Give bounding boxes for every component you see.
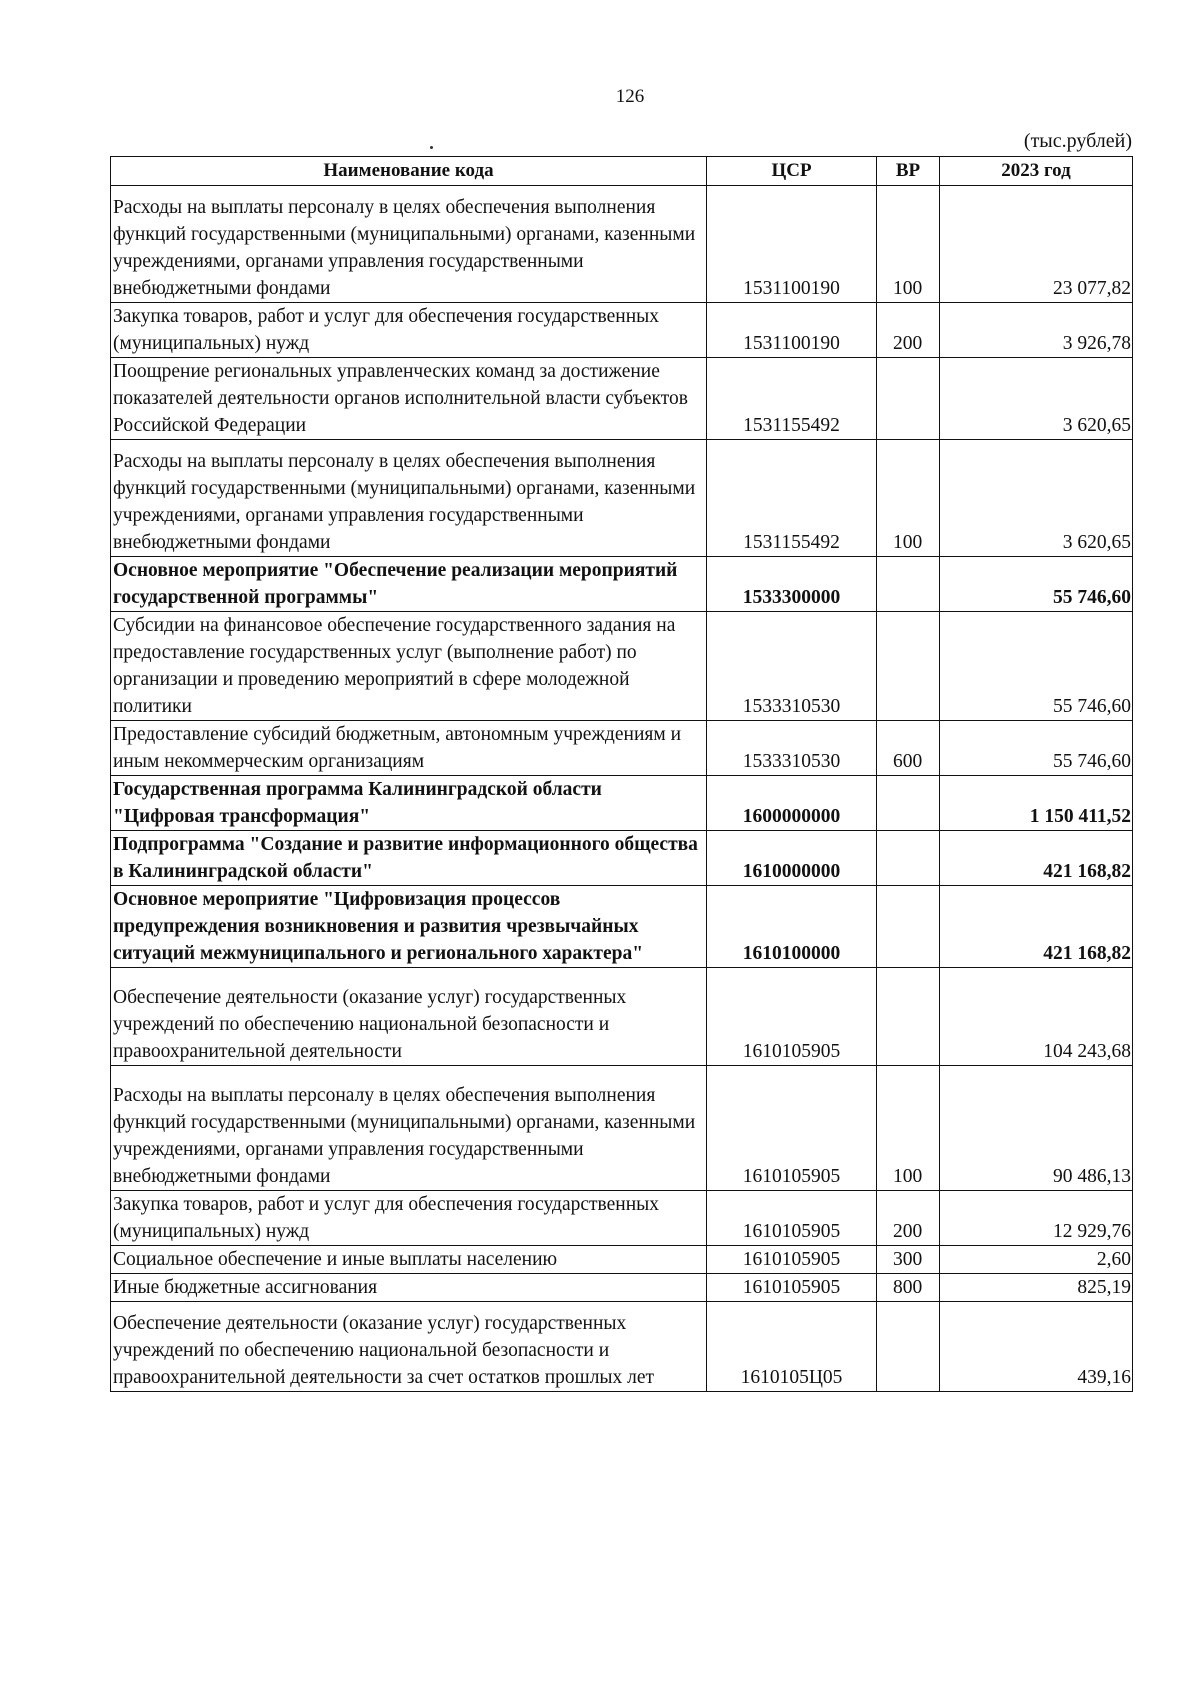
row-csr: 1610105905 (707, 1066, 877, 1191)
table-row (111, 1246, 1133, 1274)
header-name: Наименование кода (111, 157, 707, 186)
table-row (111, 358, 1133, 440)
table-row (111, 1191, 1133, 1246)
row-csr: 1610000000 (707, 831, 877, 886)
row-csr: 1610105905 (707, 968, 877, 1066)
table-row (111, 1274, 1133, 1302)
row-name: Обеспечение деятельности (оказание услуг) государственных учреждений по обеспечению национальной безопасности и правоохранительной деятельности (111, 968, 707, 1066)
row-csr: 1531100190 (707, 186, 877, 303)
row-csr: 1533310530 (707, 612, 877, 721)
row-amount: 825,19 (940, 1274, 1133, 1302)
row-name: Подпрограмма "Создание и развитие информационного общества в Калининградской области" (111, 831, 707, 886)
row-amount: 1 150 411,52 (940, 776, 1133, 831)
row-vr (877, 358, 940, 440)
row-amount: 421 168,82 (940, 886, 1133, 968)
row-name: Субсидии на финансовое обеспечение государственного задания на предоставление государственных услуг (выполнение работ) по организации и проведению мероприятий в сфере молодежной политики (111, 612, 707, 721)
row-amount: 439,16 (940, 1302, 1133, 1392)
scan-dot (430, 146, 433, 149)
table-header-row (111, 157, 1133, 186)
row-name: Основное мероприятие "Цифровизация процессов предупреждения возникновения и развития чрезвычайных ситуаций межмуниципального и регионального характера" (111, 886, 707, 968)
row-csr: 1600000000 (707, 776, 877, 831)
row-vr: 100 (877, 440, 940, 557)
table-row (111, 776, 1133, 831)
row-vr (877, 612, 940, 721)
row-amount: 3 926,78 (940, 303, 1133, 358)
row-csr: 1531155492 (707, 358, 877, 440)
row-csr: 1610105905 (707, 1246, 877, 1274)
row-amount: 2,60 (940, 1246, 1133, 1274)
row-vr (877, 776, 940, 831)
row-amount: 3 620,65 (940, 358, 1133, 440)
row-csr: 1610105905 (707, 1191, 877, 1246)
row-name: Основное мероприятие "Обеспечение реализации мероприятий государственной программы" (111, 557, 707, 612)
row-name: Социальное обеспечение и иные выплаты населению (111, 1246, 707, 1274)
row-name: Предоставление субсидий бюджетным, автономным учреждениям и иным некоммерческим организациям (111, 721, 707, 776)
table-row (111, 721, 1133, 776)
row-vr: 200 (877, 303, 940, 358)
table-row (111, 1302, 1133, 1392)
table-row (111, 440, 1133, 557)
header-csr: ЦСР (707, 157, 877, 186)
table-row (111, 612, 1133, 721)
row-vr: 100 (877, 186, 940, 303)
row-amount: 104 243,68 (940, 968, 1133, 1066)
row-vr: 800 (877, 1274, 940, 1302)
table-row (111, 1066, 1133, 1191)
page-number: 126 (615, 86, 645, 107)
row-amount: 421 168,82 (940, 831, 1133, 886)
table-row (111, 186, 1133, 303)
row-vr: 200 (877, 1191, 940, 1246)
row-csr: 1610105905 (707, 1274, 877, 1302)
row-csr: 1533300000 (707, 557, 877, 612)
row-vr (877, 886, 940, 968)
row-vr (877, 968, 940, 1066)
row-csr: 1531100190 (707, 303, 877, 358)
row-csr: 1610105Ц05 (707, 1302, 877, 1392)
row-name: Государственная программа Калининградской области "Цифровая трансформация" (111, 776, 707, 831)
table-row (111, 886, 1133, 968)
row-vr (877, 557, 940, 612)
row-amount: 55 746,60 (940, 721, 1133, 776)
row-vr (877, 1302, 940, 1392)
row-vr: 100 (877, 1066, 940, 1191)
row-csr: 1610100000 (707, 886, 877, 968)
row-csr: 1533310530 (707, 721, 877, 776)
row-name: Закупка товаров, работ и услуг для обеспечения государственных (муниципальных) нужд (111, 303, 707, 358)
row-name: Закупка товаров, работ и услуг для обеспечения государственных (муниципальных) нужд (111, 1191, 707, 1246)
table-row (111, 557, 1133, 612)
row-csr: 1531155492 (707, 440, 877, 557)
row-name: Иные бюджетные ассигнования (111, 1274, 707, 1302)
row-name: Расходы на выплаты персоналу в целях обеспечения выполнения функций государственными (муниципальными) органами, казенными учреждениями, органами управления государственными внебюджетными фондами (111, 1066, 707, 1191)
table-row (111, 303, 1133, 358)
row-name: Расходы на выплаты персоналу в целях обеспечения выполнения функций государственными (муниципальными) органами, казенными учреждениями, органами управления государственными внебюджетными фондами (111, 440, 707, 557)
table-row (111, 968, 1133, 1066)
header-vr: ВР (877, 157, 940, 186)
row-name: Поощрение региональных управленческих команд за достижение показателей деятельности органов исполнительной власти субъектов Российской Федерации (111, 358, 707, 440)
row-vr: 600 (877, 721, 940, 776)
row-amount: 55 746,60 (940, 557, 1133, 612)
row-name: Обеспечение деятельности (оказание услуг) государственных учреждений по обеспечению национальной безопасности и правоохранительной деятельности за счет остатков прошлых лет (111, 1302, 707, 1392)
row-name: Расходы на выплаты персоналу в целях обеспечения выполнения функций государственными (муниципальными) органами, казенными учреждениями, органами управления государственными внебюджетными фондами (111, 186, 707, 303)
table-row (111, 831, 1133, 886)
row-amount: 23 077,82 (940, 186, 1133, 303)
row-amount: 3 620,65 (940, 440, 1133, 557)
header-year: 2023 год (940, 157, 1133, 186)
budget-table (110, 156, 1133, 1392)
row-vr (877, 831, 940, 886)
row-vr: 300 (877, 1246, 940, 1274)
row-amount: 55 746,60 (940, 612, 1133, 721)
row-amount: 90 486,13 (940, 1066, 1133, 1191)
row-amount: 12 929,76 (940, 1191, 1133, 1246)
unit-note: (тыс.рублей) (1023, 130, 1132, 152)
